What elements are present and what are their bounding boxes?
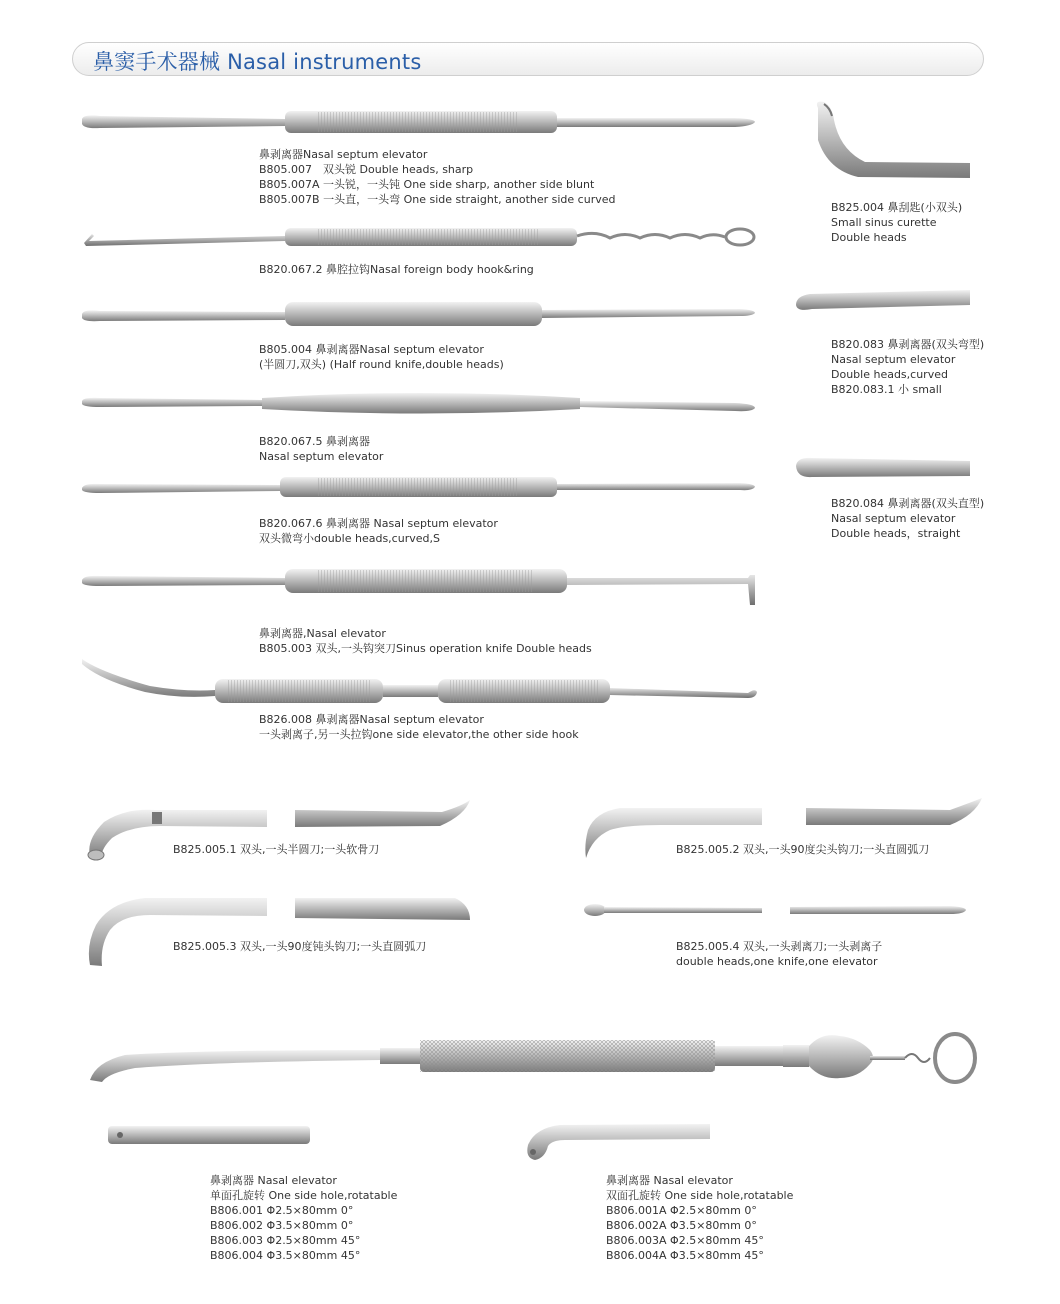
caption-b820083 (831, 337, 984, 397)
caption-line: B805.007B 一头直，一头弯 One side straight, another side curved (259, 193, 616, 206)
caption-line: 双面孔旋转 One side hole,rotatable (606, 1189, 794, 1202)
caption-line: B820.083.1 小 small (831, 383, 942, 396)
caption-b8250053 (173, 939, 426, 954)
caption-line: 鼻剥离器 Nasal elevator (210, 1174, 337, 1187)
caption-line: B825.005.2 双头,一头90度尖头钩刀;一头直圆弧刀 (676, 843, 930, 856)
instrument-b806 (90, 1034, 975, 1082)
caption-line: 鼻剥离器 Nasal elevator (606, 1174, 733, 1187)
caption-b825004 (831, 200, 962, 245)
caption-line: Double heads，straight (831, 527, 961, 540)
caption-line: Double heads,curved (831, 368, 948, 381)
instrument-b8200672 (84, 228, 754, 246)
caption-b8250051 (173, 842, 379, 857)
instrument-b8200676 (82, 477, 755, 497)
instrument-b805003 (82, 569, 755, 605)
instrument-b820084 (796, 458, 970, 477)
caption-line: B805.007A 一头锐，一头钝 One side sharp, another side blunt (259, 178, 595, 191)
caption-line: B826.008 鼻剥离器Nasal septum elevator (259, 713, 484, 726)
caption-line: Small sinus curette (831, 216, 937, 229)
caption-b8200672 (259, 262, 534, 277)
caption-line: B805.007 双头锐 Double heads, sharp (259, 163, 474, 176)
caption-line: B820.067.6 鼻剥离器 Nasal septum elevator (259, 517, 498, 530)
page-title: 鼻窦手术器械 Nasal instruments (93, 50, 422, 74)
instrument-b806-double-tip (527, 1124, 710, 1160)
caption-line: B806.003 Φ2.5×80mm 45° (210, 1234, 361, 1247)
caption-b805004 (259, 342, 504, 372)
caption-line: double heads,one knife,one elevator (676, 955, 878, 968)
caption-line: B820.084 鼻剥离器(双头直型) (831, 497, 985, 510)
caption-line: B825.005.1 双头,一头半圆刀;一头软骨刀 (173, 843, 380, 856)
caption-b820084 (831, 496, 984, 541)
caption-b805003 (259, 626, 592, 656)
caption-b806-double (606, 1173, 793, 1263)
caption-line: B825.004 鼻刮匙(小双头) (831, 201, 963, 214)
caption-b8250054 (676, 939, 882, 969)
caption-b8200675 (259, 434, 383, 464)
caption-line: Double heads (831, 231, 907, 244)
caption-line: B806.001A Φ2.5×80mm 0° (606, 1204, 757, 1217)
instrument-b806-single-tip (108, 1126, 310, 1144)
caption-line: B806.004 Φ3.5×80mm 45° (210, 1249, 361, 1262)
caption-line: B806.001 Φ2.5×80mm 0° (210, 1204, 354, 1217)
caption-line: 鼻剥离器Nasal septum elevator (259, 148, 428, 161)
caption-line: 单面孔旋转 One side hole,rotatable (210, 1189, 398, 1202)
caption-line: 一头剥离子,另一头拉钩one side elevator,the other side hook (259, 728, 579, 741)
caption-line: Nasal septum elevator (831, 353, 956, 366)
caption-line: Nasal septum elevator (831, 512, 956, 525)
instrument-b8200675 (82, 393, 755, 414)
caption-b826008 (259, 712, 579, 742)
caption-line: B806.004A Φ3.5×80mm 45° (606, 1249, 764, 1262)
caption-line: B805.003 双头,一头钩突刀Sinus operation knife Double heads (259, 642, 592, 655)
instrument-b820083 (796, 290, 970, 310)
instrument-b8250053 (89, 898, 470, 966)
instrument-b826008 (82, 659, 757, 703)
caption-line: B805.004 鼻剥离器Nasal septum elevator (259, 343, 484, 356)
instrument-b805004 (82, 302, 755, 326)
instrument-b805007 (82, 111, 755, 133)
caption-b8250052 (676, 842, 929, 857)
caption-b805007 (259, 147, 615, 207)
caption-line: 双头微弯小double heads,curved,S (259, 532, 440, 545)
caption-line: Nasal septum elevator (259, 450, 384, 463)
caption-line: B825.005.3 双头,一头90度钝头钩刀;一头直圆弧刀 (173, 940, 427, 953)
caption-line: 鼻剥离器,Nasal elevator (259, 627, 386, 640)
caption-b8200676 (259, 516, 498, 546)
caption-line: B806.002 Φ3.5×80mm 0° (210, 1219, 354, 1232)
instrument-b825004 (817, 102, 970, 178)
instrument-b8250054 (584, 904, 966, 916)
caption-line: B825.005.4 双头,一头剥离刀;一头剥离子 (676, 940, 883, 953)
caption-line: (半圆刀,双头) (Half round knife,double heads) (259, 358, 504, 371)
caption-line: B806.003A Φ2.5×80mm 45° (606, 1234, 764, 1247)
caption-line: B820.067.2 鼻腔拉钩Nasal foreign body hook&ring (259, 263, 534, 276)
caption-line: B806.002A Φ3.5×80mm 0° (606, 1219, 757, 1232)
caption-line: B820.083 鼻剥离器(双头弯型) (831, 338, 985, 351)
caption-b806-single (210, 1173, 397, 1263)
caption-line: B820.067.5 鼻剥离器 (259, 435, 371, 448)
